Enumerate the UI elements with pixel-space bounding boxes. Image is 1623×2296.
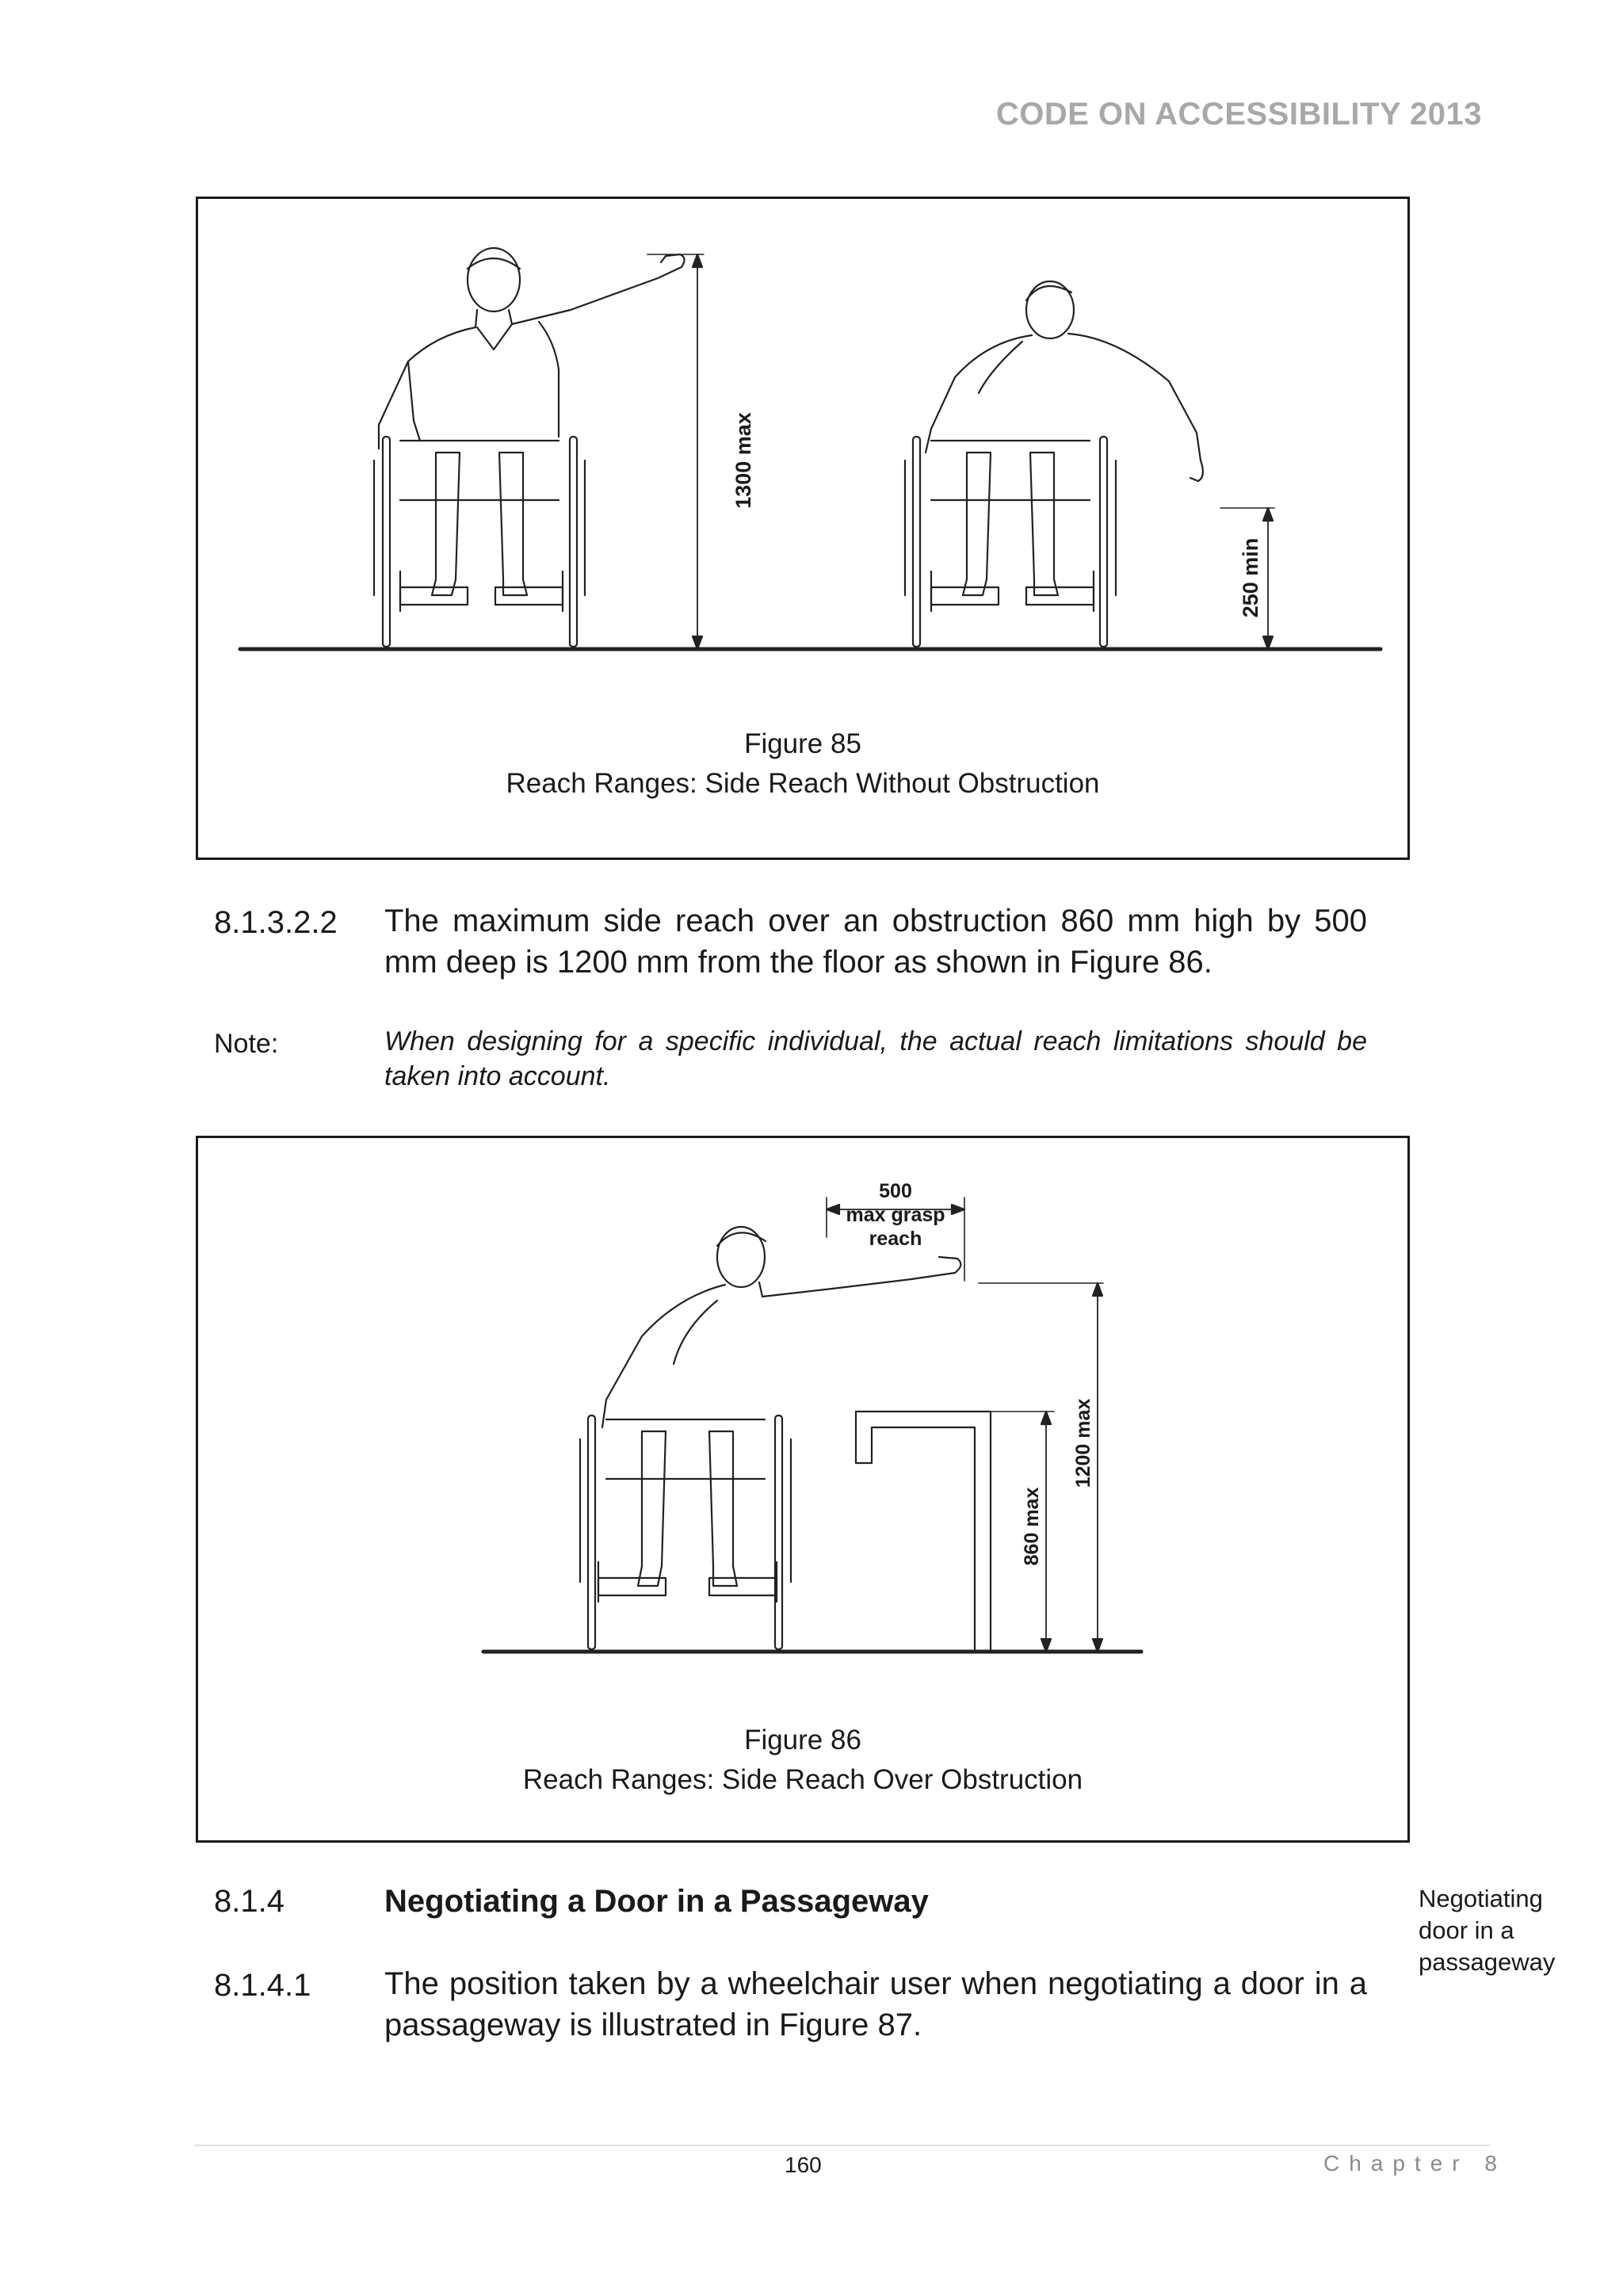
- dimension-label-reach: reach: [869, 1228, 922, 1250]
- margin-note-line: door in a: [1419, 1916, 1514, 1944]
- wheelchair-user-front-reach: [374, 248, 685, 647]
- clause-number-8-1-3-2-2: 8.1.3.2.2: [214, 905, 338, 940]
- dimension-1300-max: [647, 254, 704, 649]
- figure-85-caption: Reach Ranges: Side Reach Without Obstruction: [506, 768, 1100, 799]
- dimension-label-500: 500: [879, 1180, 912, 1202]
- margin-note-line: Negotiating: [1419, 1885, 1543, 1912]
- wheelchair-user-low-reach: [905, 281, 1203, 647]
- clause-text-8-1-4-1: The position taken by a wheelchair user when negotiating a door in a passageway is illustrated in Figure 87.: [384, 1966, 1367, 2042]
- clause-text-8-1-3-2-2: The maximum side reach over an obstruction 860 mm high by 500 mm deep is 1200 mm from the floor as shown in Figure 86.: [384, 904, 1367, 980]
- dimension-label-1200-max: 1200 max: [1072, 1398, 1094, 1488]
- figure-85-drawing: [198, 199, 1412, 862]
- clause-number-8-1-4-1: 8.1.4.1: [214, 1968, 311, 2003]
- dimension-label-860-max: 860 max: [1021, 1487, 1043, 1566]
- page-number: 160: [785, 2153, 822, 2177]
- margin-note-line: passageway: [1419, 1948, 1556, 1976]
- figure-86: [196, 1136, 1410, 1843]
- dimension-label-250-min: 250 min: [1239, 537, 1262, 618]
- figure-86-number: Figure 86: [744, 1725, 861, 1755]
- note-text: When designing for a specific individual, the actual reach limitations should be taken into account.: [384, 1026, 1367, 1091]
- footer-divider: [194, 2145, 1490, 2146]
- margin-note: [1419, 1883, 1577, 1978]
- note-label: Note:: [214, 1029, 279, 1059]
- section-heading: Negotiating a Door in a Passageway: [384, 1884, 929, 1919]
- dimension-label-1300-max: 1300 max: [731, 412, 755, 509]
- figure-85: [196, 197, 1410, 860]
- dimension-label-max-grasp: max grasp: [846, 1204, 945, 1226]
- document-header-title: CODE ON ACCESSIBILITY 2013: [995, 97, 1482, 132]
- section-number-8-1-4: 8.1.4: [214, 1884, 285, 1919]
- figure-85-number: Figure 85: [744, 728, 861, 759]
- obstruction-counter: [856, 1412, 991, 1652]
- figure-86-caption: Reach Ranges: Side Reach Over Obstruction: [522, 1764, 1083, 1795]
- footer-chapter-label: Chapter 8: [1323, 2151, 1507, 2176]
- wheelchair-user-over-obstruction: [580, 1227, 960, 1649]
